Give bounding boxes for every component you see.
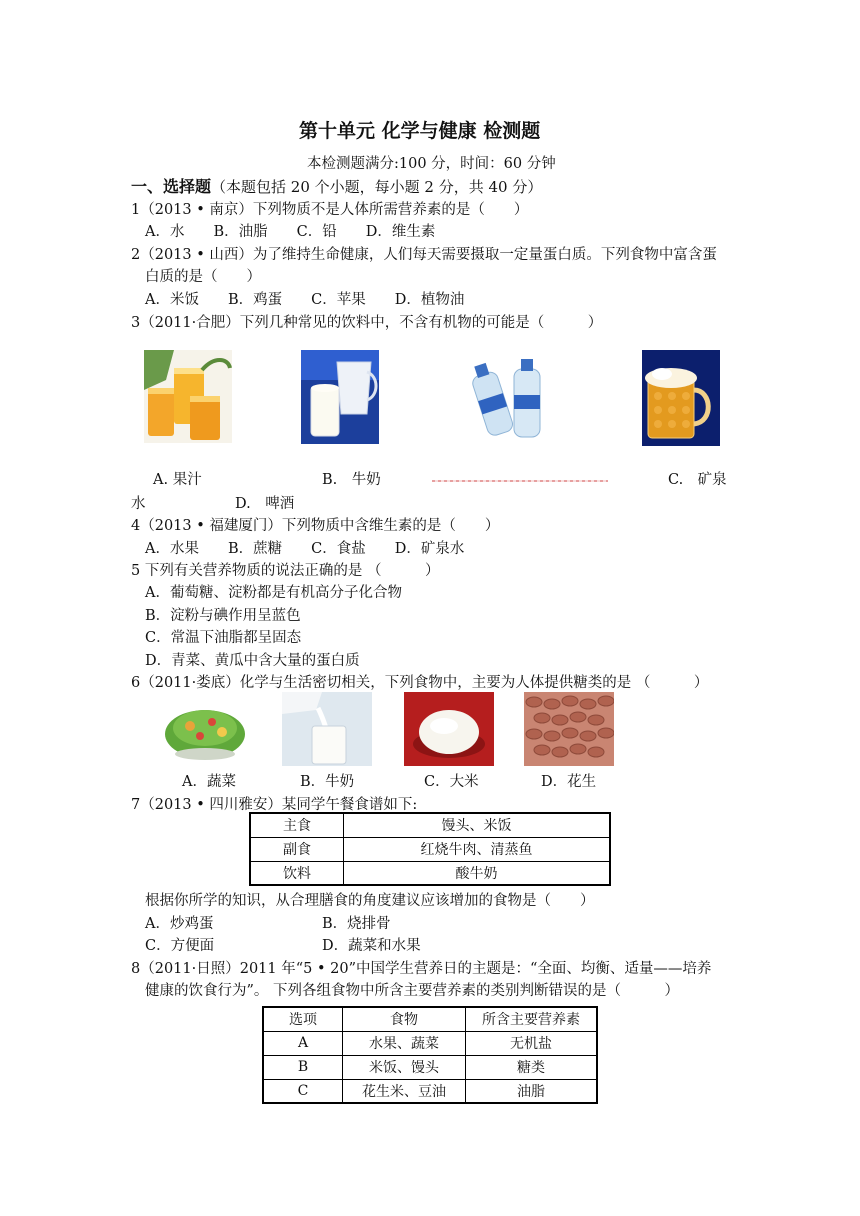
table-cell: B (263, 1055, 343, 1079)
page-title: 第十单元 化学与健康 检测题 (299, 120, 541, 142)
menu-table (249, 812, 611, 886)
q5-option-d: D．青菜、黄瓜中含大量的蛋白质 (145, 653, 360, 669)
q7-option-a: A．炒鸡蛋 (145, 916, 214, 932)
table-cell: 油脂 (466, 1079, 598, 1103)
nutrient-table (262, 1006, 598, 1104)
q5-stem: 5 下列有关营养物质的说法正确的是 （ ） (131, 563, 440, 579)
milk-image (301, 350, 379, 444)
table-row (263, 1031, 597, 1055)
table-cell: 酸牛奶 (344, 861, 611, 885)
table-cell: C (263, 1079, 343, 1103)
q7-stem: 7（2013 • 四川雅安）某同学午餐食谱如下: (131, 797, 418, 813)
table-row (250, 813, 610, 837)
q1-options: A．水 B．油脂 C．铅 D．维生素 (145, 224, 436, 240)
q4-stem: 4（2013 • 福建厦门）下列物质中含维生素的是（ ） (131, 518, 500, 534)
table-cell: 副食 (250, 837, 344, 861)
peanuts-image (524, 692, 614, 766)
water-bottles-image (462, 355, 548, 441)
table-row (250, 837, 610, 861)
salad-image (160, 692, 250, 766)
section-title: 一、选择题 (131, 177, 212, 196)
table-cell: 无机盐 (466, 1031, 598, 1055)
table-cell: 饮料 (250, 861, 344, 885)
table-header-cell: 食物 (343, 1007, 466, 1031)
q3-option-c-cont: 水 (131, 496, 146, 512)
q3-stem: 3（2011·合肥）下列几种常见的饮料中，不含有机物的可能是（ ） (131, 315, 603, 331)
q6-option-d: D．花生 (541, 774, 597, 790)
decorative-line (432, 480, 608, 482)
q1-stem: 1（2013 • 南京）下列物质不是人体所需营养素的是（ ） (131, 202, 529, 218)
table-cell: 米饭、馒头 (343, 1055, 466, 1079)
table-cell: 花生米、豆油 (343, 1079, 466, 1103)
q2-stem-1: 2（2013 • 山西）为了维持生命健康，人们每天需要摄取一定量蛋白质。下列食物中富含蛋 (131, 247, 717, 263)
q5-option-b: B．淀粉与碘作用呈蓝色 (145, 608, 301, 624)
q3-option-a: A. 果汁 (153, 472, 202, 488)
q5-option-a: A．葡萄糖、淀粉都是有机高分子化合物 (145, 585, 402, 601)
rice-image (404, 692, 494, 766)
table-header-row (263, 1007, 597, 1031)
q2-options: A．米饭 B．鸡蛋 C．苹果 D．植物油 (145, 292, 465, 308)
q3-option-c: C. 矿泉 (668, 472, 727, 488)
table-row (263, 1079, 597, 1103)
q3-option-d: D. 啤酒 (235, 496, 295, 512)
milk-pour-image (282, 692, 372, 766)
table-cell: 红烧牛肉、清蒸鱼 (344, 837, 611, 861)
q6-option-c: C．大米 (424, 774, 479, 790)
section-heading (131, 174, 542, 197)
section-desc: （本题包括 20 个小题，每小题 2 分，共 40 分） (211, 178, 543, 196)
q8-stem-1: 8（2011·日照）2011 年“5 • 20”中国学生营养日的主题是：“全面、均衡、适量——培养 (131, 961, 712, 977)
table-cell: 主食 (250, 813, 344, 837)
q8-stem-2: 健康的饮食行为”。 下列各组食物中所含主要营养素的类别判断错误的是（ ） (145, 983, 680, 999)
table-cell: 馒头、米饭 (344, 813, 611, 837)
q4-options: A．水果 B．蔗糖 C．食盐 D．矿泉水 (145, 541, 465, 557)
subtitle: 本检测题满分:100 分，时间：60 分钟 (307, 156, 556, 172)
beer-image (642, 350, 720, 446)
q6-option-b: B．牛奶 (300, 774, 355, 790)
q7-option-b: B．烧排骨 (322, 916, 391, 932)
table-cell: A (263, 1031, 343, 1055)
q2-stem-2: 白质的是（ ） (145, 269, 261, 285)
table-row (263, 1055, 597, 1079)
table-cell: 水果、蔬菜 (343, 1031, 466, 1055)
table-row (250, 861, 610, 885)
q7-question: 根据你所学的知识，从合理膳食的角度建议应该增加的食物是（ ） (145, 893, 595, 909)
q3-option-b: B. 牛奶 (322, 472, 381, 488)
q5-option-c: C．常温下油脂都呈固态 (145, 630, 302, 646)
q7-option-d: D．蔬菜和水果 (322, 938, 421, 954)
table-header-cell: 所含主要营养素 (466, 1007, 598, 1031)
q6-option-a: A．蔬菜 (182, 774, 236, 790)
table-header-cell: 选项 (263, 1007, 343, 1031)
table-cell: 糖类 (466, 1055, 598, 1079)
q7-option-c: C．方便面 (145, 938, 215, 954)
juice-image (144, 350, 232, 443)
q6-stem: 6（2011·娄底）化学与生活密切相关，下列食物中，主要为人体提供糖类的是 （ ） (131, 675, 709, 691)
